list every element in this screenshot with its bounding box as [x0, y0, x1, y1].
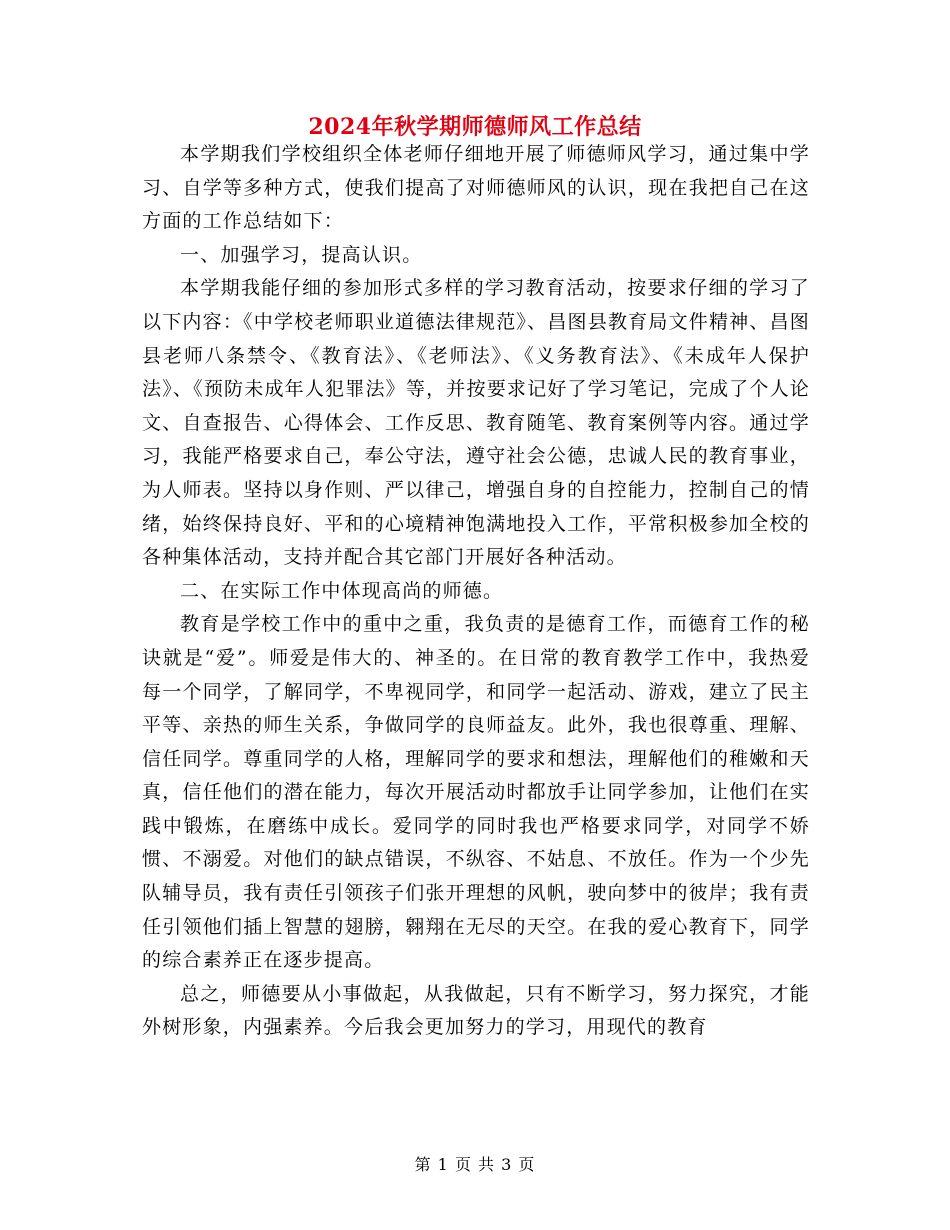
section-heading-2: 二、在实际工作中体现高尚的师德。	[180, 579, 504, 602]
section-heading-1: 一、加强学习，提高认识。	[180, 243, 423, 266]
paragraph-study: 本学期我能仔细的参加形式多样的学习教育活动，按要求仔细的学习了以下内容：《中学校老师职业道德法律规范》、昌图县教育局文件精神、昌图县老师八条禁令、《教育法》、《老师法》、《义务教育法》、《未成年人保护法》、《预防未成年人犯罪法》等，并按要求记好了学习笔记，完成了个人论文、自查报告、心得体会、工作反思、教育随笔、教育案例等内容。通过学习，我能严格要求自己，奉公守法，遵守社会公德，忠诚人民的教育事业，为人师表。坚持以身作则、严以律己，增强自身的自控能力，控制自己的情绪，始终保持良好、平和的心境精神饱满地投入工作，平常积极参加全校的各种集体活动，支持并配合其它部门开展好各种活动。	[142, 277, 810, 569]
paragraph-intro: 本学期我们学校组织全体老师仔细地开展了师德师风学习，通过集中学习、自学等多种方式，使我们提高了对师德师风的认识，现在我把自己在这方面的工作总结如下：	[142, 143, 810, 233]
paragraph-summary: 总之，师德要从小事做起，从我做起，只有不断学习，努力探究，才能外树形象，内强素养。今后我会更加努力的学习，用现代的教育	[142, 982, 810, 1039]
document-title: 2024年秋学期师德师风工作总结	[308, 114, 642, 140]
paragraph-ethics: 教育是学校工作中的重中之重，我负责的是德育工作，而德育工作的秘诀就是“爱”。师爱是伟大的、神圣的。在日常的教育教学工作中，我热爱每一个同学，了解同学，不卑视同学，和同学一起活动、游戏，建立了民主平等、亲热的师生关系，争做同学的良师益友。此外，我也很尊重、理解、信任同学。尊重同学的人格，理解同学的要求和想法，理解他们的稚嫩和天真，信任他们的潜在能力，每次开展活动时都放手让同学参加，让他们在实践中锻炼，在磨练中成长。爱同学的同时我也严格要求同学，对同学不娇惯、不溺爱。对他们的缺点错误，不纵容、不姑息、不放任。作为一个少先队辅导员，我有责任引领孩子们张开理想的风帆，驶向梦中的彼岸；我有责任引领他们插上智慧的翅膀，翱翔在无尽的天空。在我的爱心教育下，同学的综合素养正在逐步提高。	[142, 613, 810, 972]
page-number-footer: 第 1 页 共 3 页	[414, 1155, 536, 1174]
document-body	[142, 138, 810, 1045]
